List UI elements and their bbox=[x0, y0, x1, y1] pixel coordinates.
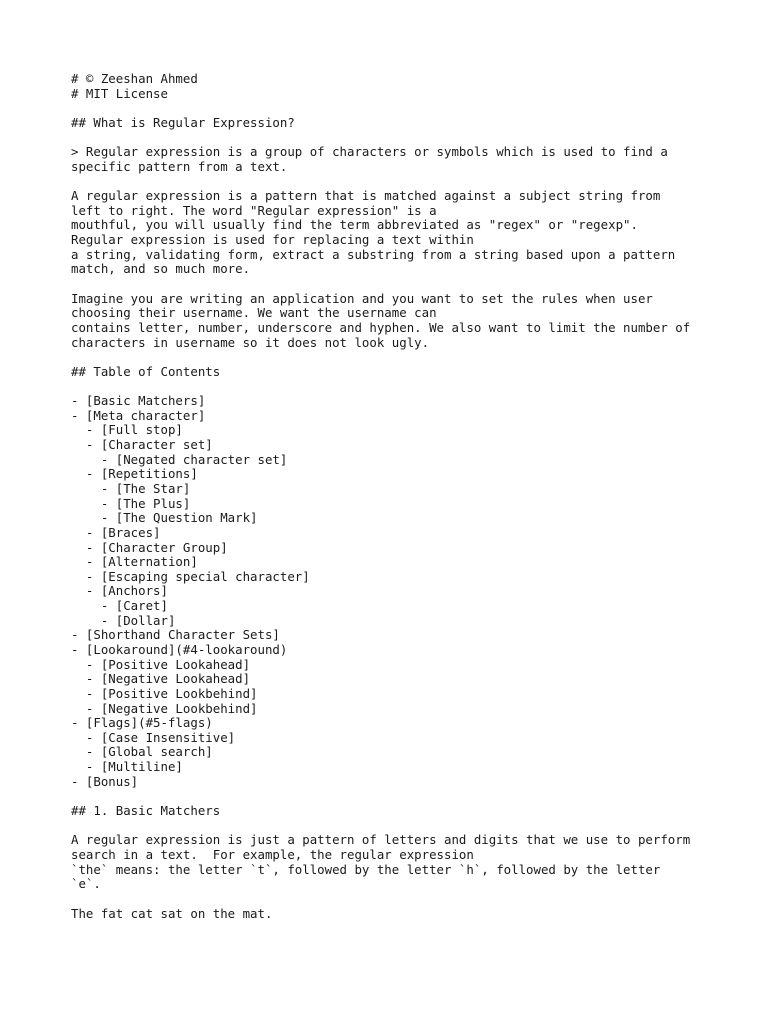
spacer bbox=[71, 379, 731, 394]
spacer bbox=[71, 819, 731, 834]
toc-item-negated-character-set: - [Negated character set] bbox=[71, 451, 288, 467]
what-is-heading: ## What is Regular Expression? bbox=[71, 114, 295, 130]
toc-item-case-insensitive: - [Case Insensitive] bbox=[71, 729, 236, 745]
paragraph-line: characters in username so it does not look ugly. bbox=[71, 334, 430, 350]
paragraph-line: search in a text. For example, the regular expression bbox=[71, 846, 474, 862]
toc-item-the-star: - [The Star] bbox=[71, 480, 191, 496]
spacer bbox=[71, 892, 731, 907]
toc-item-the-plus: - [The Plus] bbox=[71, 495, 191, 511]
toc-heading: ## Table of Contents bbox=[71, 363, 221, 379]
paragraph-line: `e`. bbox=[71, 876, 101, 892]
toc-item-full-stop: - [Full stop] bbox=[71, 422, 183, 438]
toc-item-character-set: - [Character set] bbox=[71, 437, 213, 453]
copyright-line: # © Zeeshan Ahmed bbox=[71, 71, 198, 86]
toc-item-braces: - [Braces] bbox=[71, 524, 161, 540]
toc-item-character-group: - [Character Group] bbox=[71, 539, 228, 555]
toc-item-lookaround: - [Lookaround](#4-lookaround) bbox=[71, 641, 288, 657]
paragraph-line: a string, validating form, extract a substring from a string based upon a pattern bbox=[71, 246, 676, 262]
paragraph-line: choosing their username. We want the username can bbox=[71, 305, 437, 321]
toc-item-positive-lookbehind: - [Positive Lookbehind] bbox=[71, 685, 258, 701]
toc-item-caret: - [Caret] bbox=[71, 598, 168, 614]
toc-item-shorthand: - [Shorthand Character Sets] bbox=[71, 627, 280, 643]
paragraph-line: `the` means: the letter `t`, followed by the letter `h`, followed by the letter bbox=[71, 861, 661, 877]
toc-item-meta-character: - [Meta character] bbox=[71, 407, 206, 423]
spacer bbox=[71, 174, 731, 189]
toc-item-positive-lookahead: - [Positive Lookahead] bbox=[71, 656, 251, 672]
paragraph-line: mouthful, you will usually find the term abbreviated as "regex" or "regexp". bbox=[71, 217, 638, 233]
paragraph-line: Regular expression is used for replacing a text within bbox=[71, 232, 474, 248]
spacer bbox=[71, 101, 731, 116]
paragraph-line: left to right. The word "Regular expression" is a bbox=[71, 202, 437, 218]
paragraph-line: Imagine you are writing an application and you want to set the rules when user bbox=[71, 290, 653, 306]
spacer bbox=[71, 789, 731, 804]
toc-item-alternation: - [Alternation] bbox=[71, 554, 198, 570]
spacer bbox=[71, 131, 731, 146]
toc-item-negative-lookahead: - [Negative Lookahead] bbox=[71, 671, 251, 687]
basic-matchers-heading: ## 1. Basic Matchers bbox=[71, 803, 221, 819]
toc-item-bonus: - [Bonus] bbox=[71, 773, 139, 789]
toc-item-flags: - [Flags](#5-flags) bbox=[71, 715, 213, 731]
spacer bbox=[71, 350, 731, 365]
example-line: The fat cat sat on the mat. bbox=[71, 905, 273, 921]
toc-item-global-search: - [Global search] bbox=[71, 744, 213, 760]
paragraph-line: match, and so much more. bbox=[71, 261, 251, 277]
spacer bbox=[71, 277, 731, 292]
license-line: # MIT License bbox=[71, 85, 168, 101]
toc-item-dollar: - [Dollar] bbox=[71, 612, 176, 628]
toc-item-negative-lookbehind: - [Negative Lookbehind] bbox=[71, 700, 258, 716]
paragraph-line: contains letter, number, underscore and hyphen. We also want to limit the number of bbox=[71, 319, 691, 335]
quote-line: > Regular expression is a group of characters or symbols which is used to find a bbox=[71, 144, 668, 160]
toc-item-anchors: - [Anchors] bbox=[71, 583, 168, 599]
toc-item-multiline: - [Multiline] bbox=[71, 759, 183, 775]
paragraph-line: A regular expression is just a pattern of letters and digits that we use to perform bbox=[71, 832, 691, 848]
quote-line: specific pattern from a text. bbox=[71, 158, 288, 174]
document-body bbox=[71, 72, 731, 921]
toc-item-question-mark: - [The Question Mark] bbox=[71, 510, 258, 526]
toc-item-basic-matchers: - [Basic Matchers] bbox=[71, 393, 206, 409]
toc-item-repetitions: - [Repetitions] bbox=[71, 466, 198, 482]
toc-item-escaping: - [Escaping special character] bbox=[71, 568, 310, 584]
paragraph-line: A regular expression is a pattern that is matched against a subject string from bbox=[71, 188, 661, 204]
